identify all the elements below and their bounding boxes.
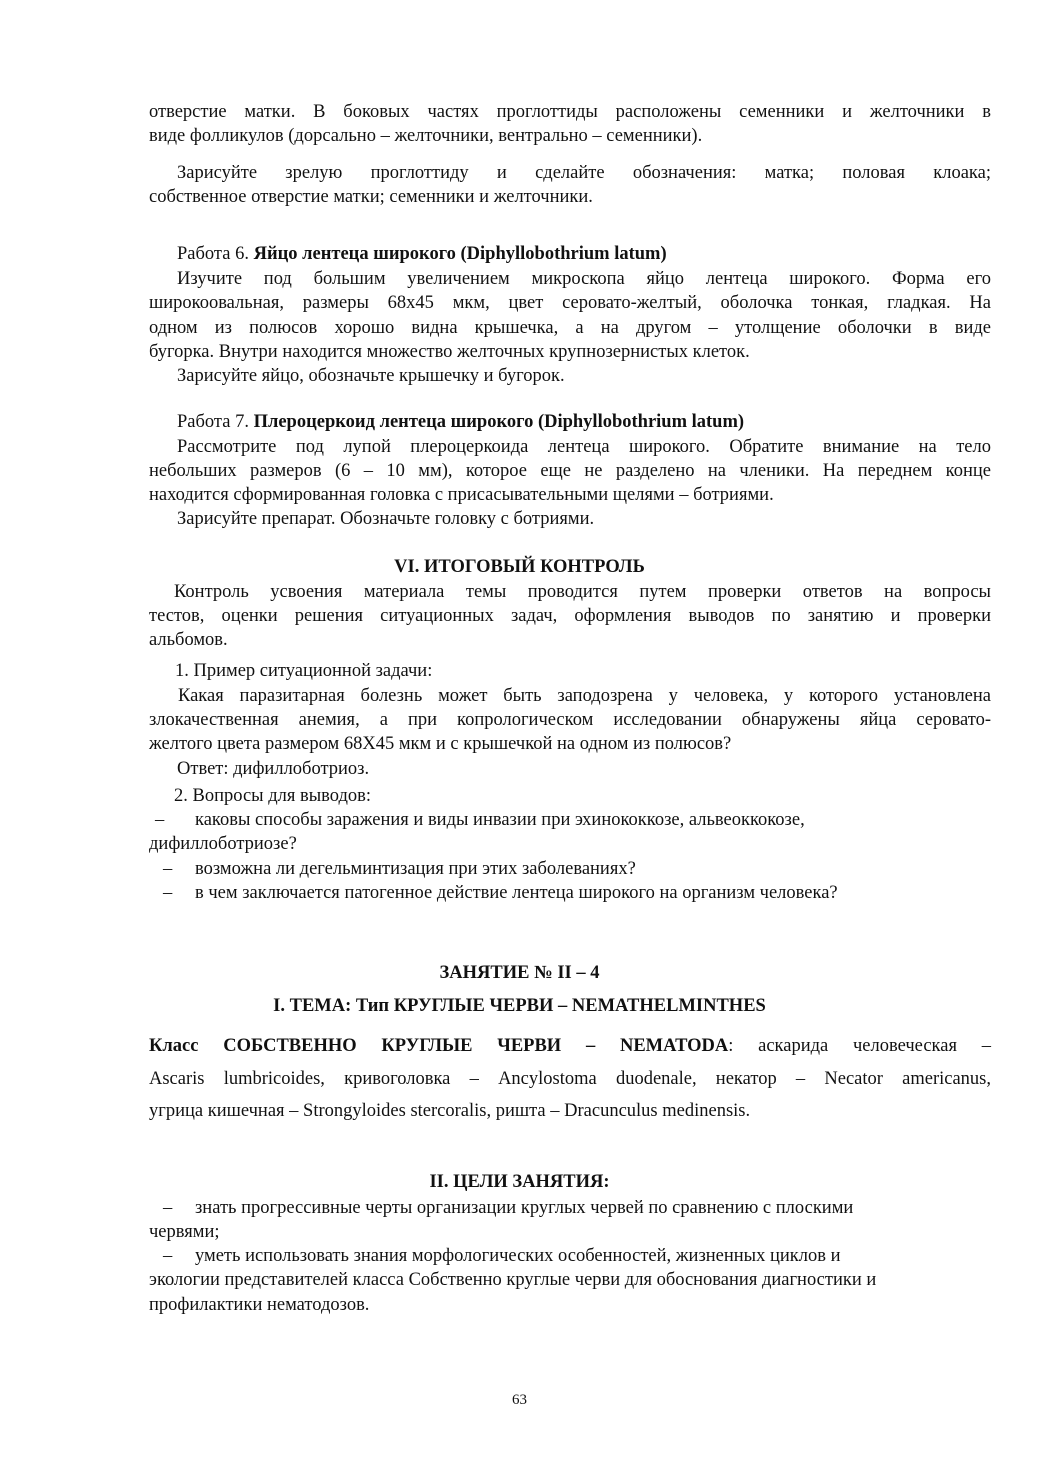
work6-line-4: бугорка. Внутри находится множество желточных крупнозернистых клеток.	[149, 342, 750, 362]
work7-line-2: небольших размеров (6 – 10 мм), которое еще не разделено на членики. На переднем конце	[149, 461, 991, 481]
page-number: 63	[512, 1392, 527, 1408]
work7-title: Плероцеркоид лентеца широкого (Diphyllobothrium latum)	[253, 412, 745, 432]
work7-prefix: Работа 7.	[177, 412, 249, 432]
example-label: 1. Пример ситуационной задачи:	[175, 661, 433, 681]
lesson-theme: I. ТЕМА: Тип КРУГЛЫЕ ЧЕРВИ – NEMATHELMINTHES	[273, 996, 766, 1016]
class-title: Класс СОБСТВЕННО КРУГЛЫЕ ЧЕРВИ – NEMATODA	[149, 1036, 729, 1056]
control-line-2: тестов, оценки решения ситуационных задач, оформления выводов по занятию и проверки	[149, 606, 991, 626]
class-line-1	[149, 1034, 991, 1058]
question-1-line-1: каковы способы заражения и виды инвазии при эхинококкозе, альвеоккокозе,	[195, 810, 805, 830]
work6-line-2: широкоовальная, размеры 68х45 мкм, цвет серовато-желтый, оболочка тонкая, гладкая. На	[149, 293, 991, 313]
goal-1-line-1: знать прогрессивные черты организации круглых червей по сравнению с плоскими	[195, 1198, 854, 1218]
work7-line-1: Рассмотрите под лупой плероцеркоида лентеца широкого. Обратите внимание на тело	[177, 437, 991, 457]
control-heading: VI. ИТОГОВЫЙ КОНТРОЛЬ	[394, 557, 645, 577]
work6-heading	[177, 242, 667, 266]
question-3-dash: –	[163, 883, 173, 903]
work7-line-3: находится сформированная головка с присасывательными щелями – ботриями.	[149, 485, 774, 505]
task-line-1: Какая паразитарная болезнь может быть заподозрена у человека, у которого установлена	[178, 686, 991, 706]
questions-label: 2. Вопросы для выводов:	[174, 786, 372, 806]
answer: Ответ: дифиллоботриоз.	[177, 759, 370, 779]
class-line-2: Ascaris lumbricoides, кривоголовка – Ancylostoma duodenale, некатор – Necator americanus,	[149, 1069, 991, 1089]
question-1-line-2: дифиллоботриозе?	[149, 834, 297, 854]
intro-line-2: виде фолликулов (дорсально – желточники, вентрально – семенники).	[149, 126, 703, 146]
goal-2-dash: –	[163, 1246, 173, 1266]
work6-title: Яйцо лентеца широкого (Diphyllobothrium latum)	[253, 244, 667, 264]
class-line-1-rest: : аскарида человеческая –	[728, 1036, 991, 1056]
goal-2-line-2: экологии представителей класса Собственно круглые черви для обоснования диагностики и	[149, 1270, 877, 1290]
work6-line-1: Изучите под большим увеличением микроскопа яйцо лентеца широкого. Форма его	[177, 269, 991, 289]
intro-task-line-2: собственное отверстие матки; семенники и желточники.	[149, 187, 593, 207]
intro-line-1: отверстие матки. В боковых частях проглоттиды расположены семенники и желточники в	[149, 102, 991, 122]
goal-1-line-2: червями;	[149, 1222, 220, 1242]
class-line-3: угрица кишечная – Strongyloides stercoralis, ришта – Dracunculus medinensis.	[149, 1101, 751, 1121]
control-line-1: Контроль усвоения материала темы проводится путем проверки ответов на вопросы	[174, 582, 991, 602]
question-2-dash: –	[163, 859, 173, 879]
task-line-3: желтого цвета размером 68Х45 мкм и с крышечкой на одном из полюсов?	[149, 734, 732, 754]
question-2: возможна ли дегельминтизация при этих заболеваниях?	[195, 859, 636, 879]
goal-2-line-1: уметь использовать знания морфологических особенностей, жизненных циклов и	[195, 1246, 841, 1266]
intro-task-line-1: Зарисуйте зрелую проглоттиду и сделайте обозначения: матка; половая клоака;	[177, 163, 991, 183]
control-line-3: альбомов.	[149, 630, 228, 650]
work6-prefix: Работа 6.	[177, 244, 249, 264]
work6-line-3: одном из полюсов хорошо видна крышечка, а на другом – утолщение оболочки в виде	[149, 318, 991, 338]
question-1-dash: –	[155, 810, 165, 830]
question-3: в чем заключается патогенное действие лентеца широкого на организм человека?	[195, 883, 838, 903]
goals-heading: II. ЦЕЛИ ЗАНЯТИЯ:	[429, 1172, 610, 1192]
goal-2-line-3: профилактики нематодозов.	[149, 1295, 370, 1315]
work7-heading	[177, 410, 744, 434]
lesson-heading: ЗАНЯТИЕ № II – 4	[439, 963, 600, 983]
task-line-2: злокачественная анемия, а при копрологическом исследовании обнаружены яйца серовато-	[149, 710, 991, 730]
goal-1-dash: –	[163, 1198, 173, 1218]
work7-line-4: Зарисуйте препарат. Обозначьте головку с ботриями.	[177, 509, 595, 529]
work6-line-5: Зарисуйте яйцо, обозначьте крышечку и бугорок.	[177, 366, 565, 386]
